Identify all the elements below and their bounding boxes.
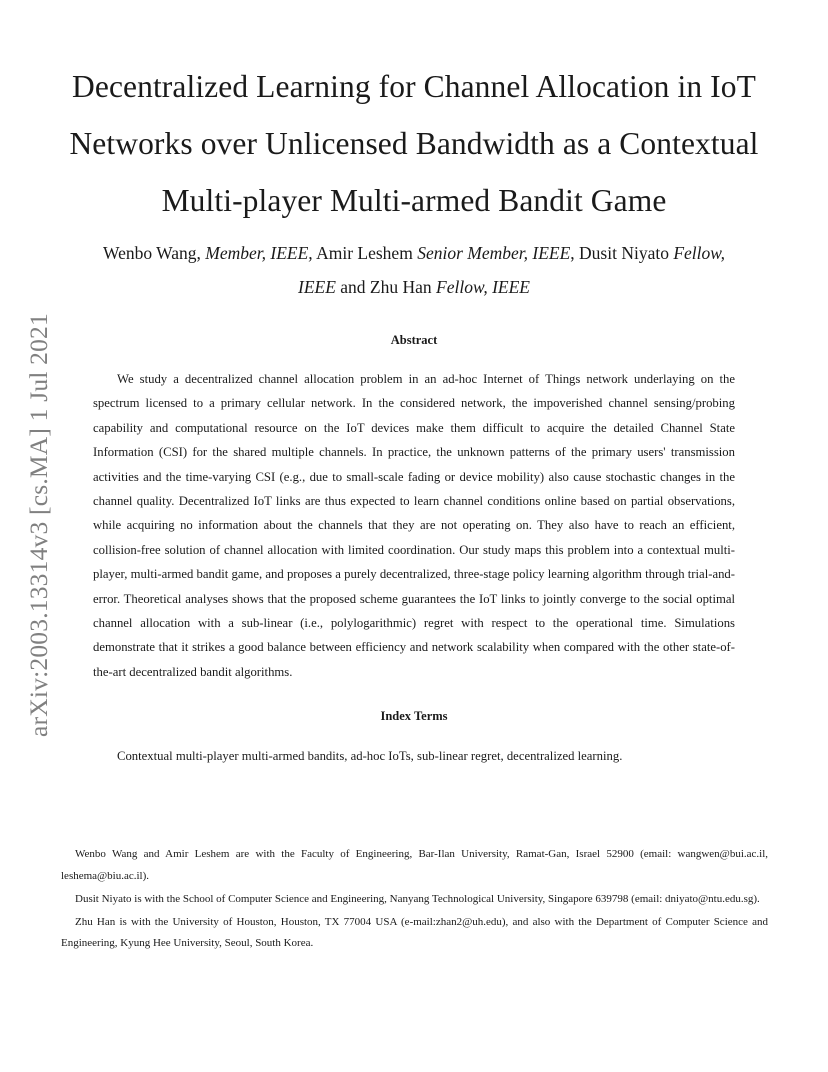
author-zhu-han: and Zhu Han (335, 277, 437, 297)
footnote-wang-leshem: Wenbo Wang and Amir Leshem are with the Faculty of Engineering, Bar-Ilan University, Ramat-Gan, Israel 52900 (email: wangwen@bui.ac.il, leshema@biu.ac.il). (61, 848, 768, 882)
abstract-heading: Abstract (390, 333, 438, 347)
author-dusit-niyato: , Dusit Niyato (570, 243, 674, 263)
footnote-han: Zhu Han is with the University of Houston, Houston, TX 77004 USA (e-mail:zhan2@uh.edu), and also with the Department of Computer Science and Engineering, Kyung Hee University, Seoul, South Korea. (61, 915, 768, 950)
paper-title: Decentralized Learning for Channel Allocation in IoT Networks over Unlicensed Bandwidth as a Contextual Multi-player Multi-armed Bandit Game (69, 69, 759, 218)
index-terms-text: Contextual multi-player multi-armed bandits, ad-hoc IoTs, sub-linear regret, decentralized learning. (117, 749, 623, 763)
footnote-niyato: Dusit Niyato is with the School of Computer Science and Engineering, Nanyang Technological University, Singapore 639798 (email: dniyato@ntu.edu.sg). (75, 892, 760, 905)
abstract-text: We study a decentralized channel allocation problem in an ad-hoc Internet of Things network underlaying on the spectrum licensed to a primary cellular network. In the considered network, the impoverished channel sensing/probing capability and computational resource on the IoT devices make them difficult to acquire the detailed Channel State Information (CSI) for the shared multiple channels. In practice, the unknown patterns of the primary users' transmission activities and the time-varying CSI (e.g., due to small-scale fading or device mobility) also cause stochastic changes in the channel quality. Decentralized IoT links are thus expected to learn channel conditions online based on partial observations, while acquiring no information about the channels that they are not operating on. They also have to reach an efficient, collision-free solution of channel allocation with limited coordination. Our study maps this problem into a contextual multi-player, multi-armed bandit game, and proposes a purely decentralized, three-stage policy learning algorithm through trial-and-error. Theoretical analyses shows that the proposed scheme guarantees the IoT links to jointly converge to the social optimal channel allocation with a sub-linear (i.e., polylogarithmic) regret with respect to the operational time. Simulations demonstrate that it strikes a good balance between efficiency and network scalability when compared with the other state-of-the-art decentralized bandit algorithms. (93, 372, 735, 679)
author-list (100, 236, 728, 304)
arxiv-identifier-watermark (18, 295, 60, 755)
author-amir-leshem: Amir Leshem (312, 243, 418, 263)
arxiv-identifier-text: arXiv:2003.13314v3 [cs.MA] 1 Jul 2021 (24, 313, 53, 737)
author-wenbo-wang: Wenbo Wang, (102, 243, 206, 263)
author-affiliation-footnotes (61, 844, 768, 956)
author-amir-leshem-role: Senior Member, IEEE (417, 243, 571, 263)
author-wenbo-wang-role: Member, IEEE, (205, 243, 313, 263)
index-terms-heading: Index Terms (380, 709, 448, 723)
author-zhu-han-role: Fellow, IEEE (436, 277, 530, 297)
author-dusit-niyato-role: Fellow, IEEE (298, 243, 726, 297)
